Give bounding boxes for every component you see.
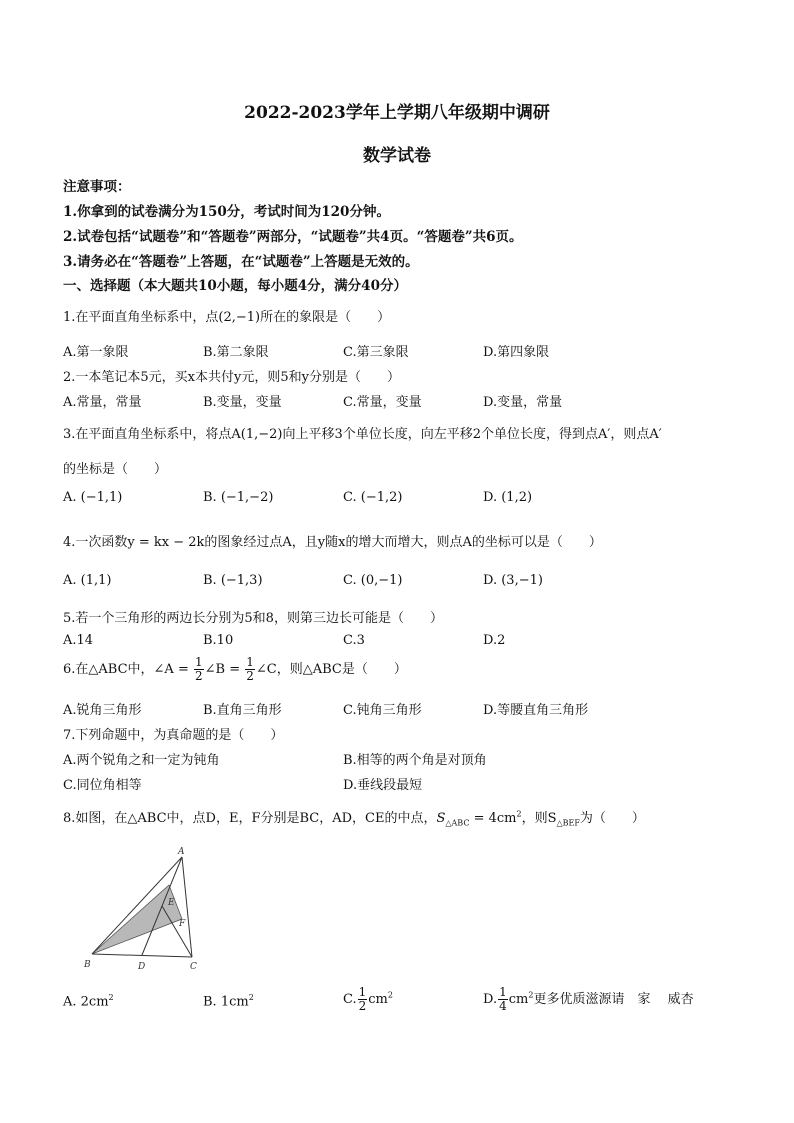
q6-fraction-1-den: 2	[194, 669, 203, 683]
label-b: B	[84, 960, 91, 970]
section-heading: 一、选择题（本大题共10小题，每小题4分，满分40分）	[63, 278, 407, 294]
q3-option-b[interactable]: B. (−1,−2)	[203, 490, 274, 505]
q8-option-d-num: 1	[499, 985, 507, 999]
q8-option-c-fraction	[358, 986, 368, 1013]
q1-option-d[interactable]: D.第四象限	[483, 345, 550, 360]
label-e: E	[168, 898, 175, 908]
q7-option-b[interactable]: B.相等的两个角是对顶角	[343, 753, 487, 768]
q8-option-a[interactable]	[63, 993, 114, 1009]
label-a: A	[178, 847, 185, 857]
q8-option-b-sup: 2	[248, 993, 254, 1002]
label-c: C	[190, 962, 197, 972]
question-3-line-2: 的坐标是（ ）	[63, 462, 168, 477]
watermark-text: 更多优质滋源请 家 威杏	[533, 992, 694, 1007]
question-5: 5.若一个三角形的两边长分别为5和8，则第三边长可能是（ ）	[63, 611, 443, 626]
q2-option-d[interactable]: D.变量，常量	[483, 395, 563, 410]
q1-text-post: 所在的象限是（ ）	[260, 310, 391, 325]
q8-s-sub-bef: △BEF	[556, 818, 580, 828]
q1-point: (2,−1)	[218, 310, 261, 325]
q6-option-d[interactable]: D.等腰直角三角形	[483, 703, 589, 718]
q3-option-a[interactable]: A. (−1,1)	[63, 490, 123, 505]
q8-option-c-unit: cm	[368, 992, 388, 1007]
q8-eq: = 4cm	[469, 811, 517, 826]
q8-option-d-sup: 2	[528, 990, 534, 1000]
question-1	[63, 306, 390, 325]
triangle-figure	[82, 845, 206, 973]
label-d: D	[138, 962, 146, 972]
q5-option-a[interactable]: A.14	[63, 633, 94, 648]
label-f: F	[179, 919, 186, 929]
q6-fraction-2-num: 1	[246, 655, 254, 669]
q7-option-a[interactable]: A.两个锐角之和一定为钝角	[63, 753, 220, 768]
q8-s-symbol: S	[436, 811, 446, 826]
q8-option-c-sup: 2	[387, 990, 393, 1000]
q8-option-d[interactable]	[483, 986, 694, 1013]
q8-option-d-fraction	[498, 986, 508, 1013]
q8-option-a-text: A. 2cm	[63, 994, 109, 1010]
q8-option-b[interactable]	[203, 993, 254, 1009]
q1-text-pre: 1.在平面直角坐标系中，点	[63, 310, 219, 325]
q6-option-b[interactable]: B.直角三角形	[203, 703, 282, 718]
note-item-3: 3.请务必在“答题卷”上答题，在“试题卷”上答题是无效的。	[63, 254, 419, 270]
q6-fraction-2-den: 2	[246, 669, 254, 683]
note-item-1: 1.你拿到的试卷满分为150分，考试时间为120分钟。	[63, 204, 390, 220]
q8-option-c-label: C.	[343, 992, 357, 1007]
question-3-line-1: 3.在平面直角坐标系中，将点A(1,−2)向上平移3个单位长度，向左平移2个单位长度，得到点A′，则点A′	[63, 427, 662, 442]
q8-s-sub-abc: △ABC	[445, 818, 470, 828]
q8-mid: ，则S	[521, 811, 557, 826]
page-subtitle: 数学试卷	[363, 146, 431, 166]
q8-option-a-sup: 2	[108, 993, 114, 1002]
q2-option-b[interactable]: B.变量，变量	[203, 395, 282, 410]
q1-option-c[interactable]: C.第三象限	[343, 345, 409, 360]
note-item-2: 2.试卷包括“试题卷”和“答题卷”两部分，“试题卷”共4页。“答题卷”共6页。	[63, 229, 523, 245]
q6-text-pre: 6.在△ABC中，∠A =	[63, 662, 189, 677]
q6-option-c[interactable]: C.钝角三角形	[343, 703, 422, 718]
question-2: 2.一本笔记本5元，买x本共付y元，则5和y分别是（ ）	[63, 370, 400, 385]
q2-option-c[interactable]: C.常量，变量	[343, 395, 422, 410]
q8-option-d-unit: cm	[508, 992, 529, 1007]
q8-eq-sup: 2	[516, 809, 522, 819]
q2-option-a[interactable]: A.常量，常量	[63, 395, 142, 410]
q6-text-mid2: ∠C，则△ABC是（ ）	[255, 662, 407, 677]
q5-option-d[interactable]: D.2	[483, 633, 506, 648]
question-4: 4.一次函数y = kx − 2k的图象经过点A，且y随x的增大而增大，则点A的坐标可以是（ ）	[63, 535, 602, 550]
shaded-triangle-bef	[92, 885, 182, 954]
q7-option-c[interactable]: C.同位角相等	[63, 778, 142, 793]
q6-text-mid1: ∠B =	[204, 662, 241, 677]
q4-option-a[interactable]: A. (1,1)	[63, 573, 112, 588]
question-6	[63, 656, 407, 683]
q4-option-d[interactable]: D. (3,−1)	[483, 573, 543, 588]
notes-heading: 注意事项：	[63, 179, 131, 195]
q8-text-post: 为（ ）	[579, 811, 645, 826]
q8-option-c[interactable]	[343, 986, 393, 1013]
q5-option-b[interactable]: B.10	[203, 633, 234, 648]
q7-option-d[interactable]: D.垂线段最短	[343, 778, 423, 793]
q4-option-c[interactable]: C. (0,−1)	[343, 573, 403, 588]
question-7: 7.下列命题中，为真命题的是（ ）	[63, 728, 284, 743]
q3-option-d[interactable]: D. (1,2)	[483, 490, 533, 505]
q8-text-pre: 8.如图，在△ABC中，点D，E，F分别是BC，AD，CE的中点，	[63, 811, 437, 826]
q5-option-c[interactable]: C.3	[343, 633, 365, 648]
question-8	[63, 807, 645, 828]
q3-option-c[interactable]: C. (−1,2)	[343, 490, 403, 505]
q8-option-d-den: 4	[499, 999, 507, 1013]
q6-option-a[interactable]: A.锐角三角形	[63, 703, 142, 718]
page-title: 2022-2023学年上学期八年级期中调研	[244, 103, 550, 123]
q8-option-c-den: 2	[358, 999, 367, 1013]
q6-fraction-2	[245, 656, 255, 683]
q8-option-b-text: B. 1cm	[203, 994, 249, 1010]
q6-fraction-1	[194, 656, 204, 683]
q1-option-a[interactable]: A.第一象限	[63, 345, 129, 360]
q8-option-c-num: 1	[358, 985, 367, 999]
q1-option-b[interactable]: B.第二象限	[203, 345, 269, 360]
q8-option-d-label: D.	[483, 992, 498, 1007]
q6-fraction-1-num: 1	[194, 655, 203, 669]
q4-option-b[interactable]: B. (−1,3)	[203, 573, 263, 588]
